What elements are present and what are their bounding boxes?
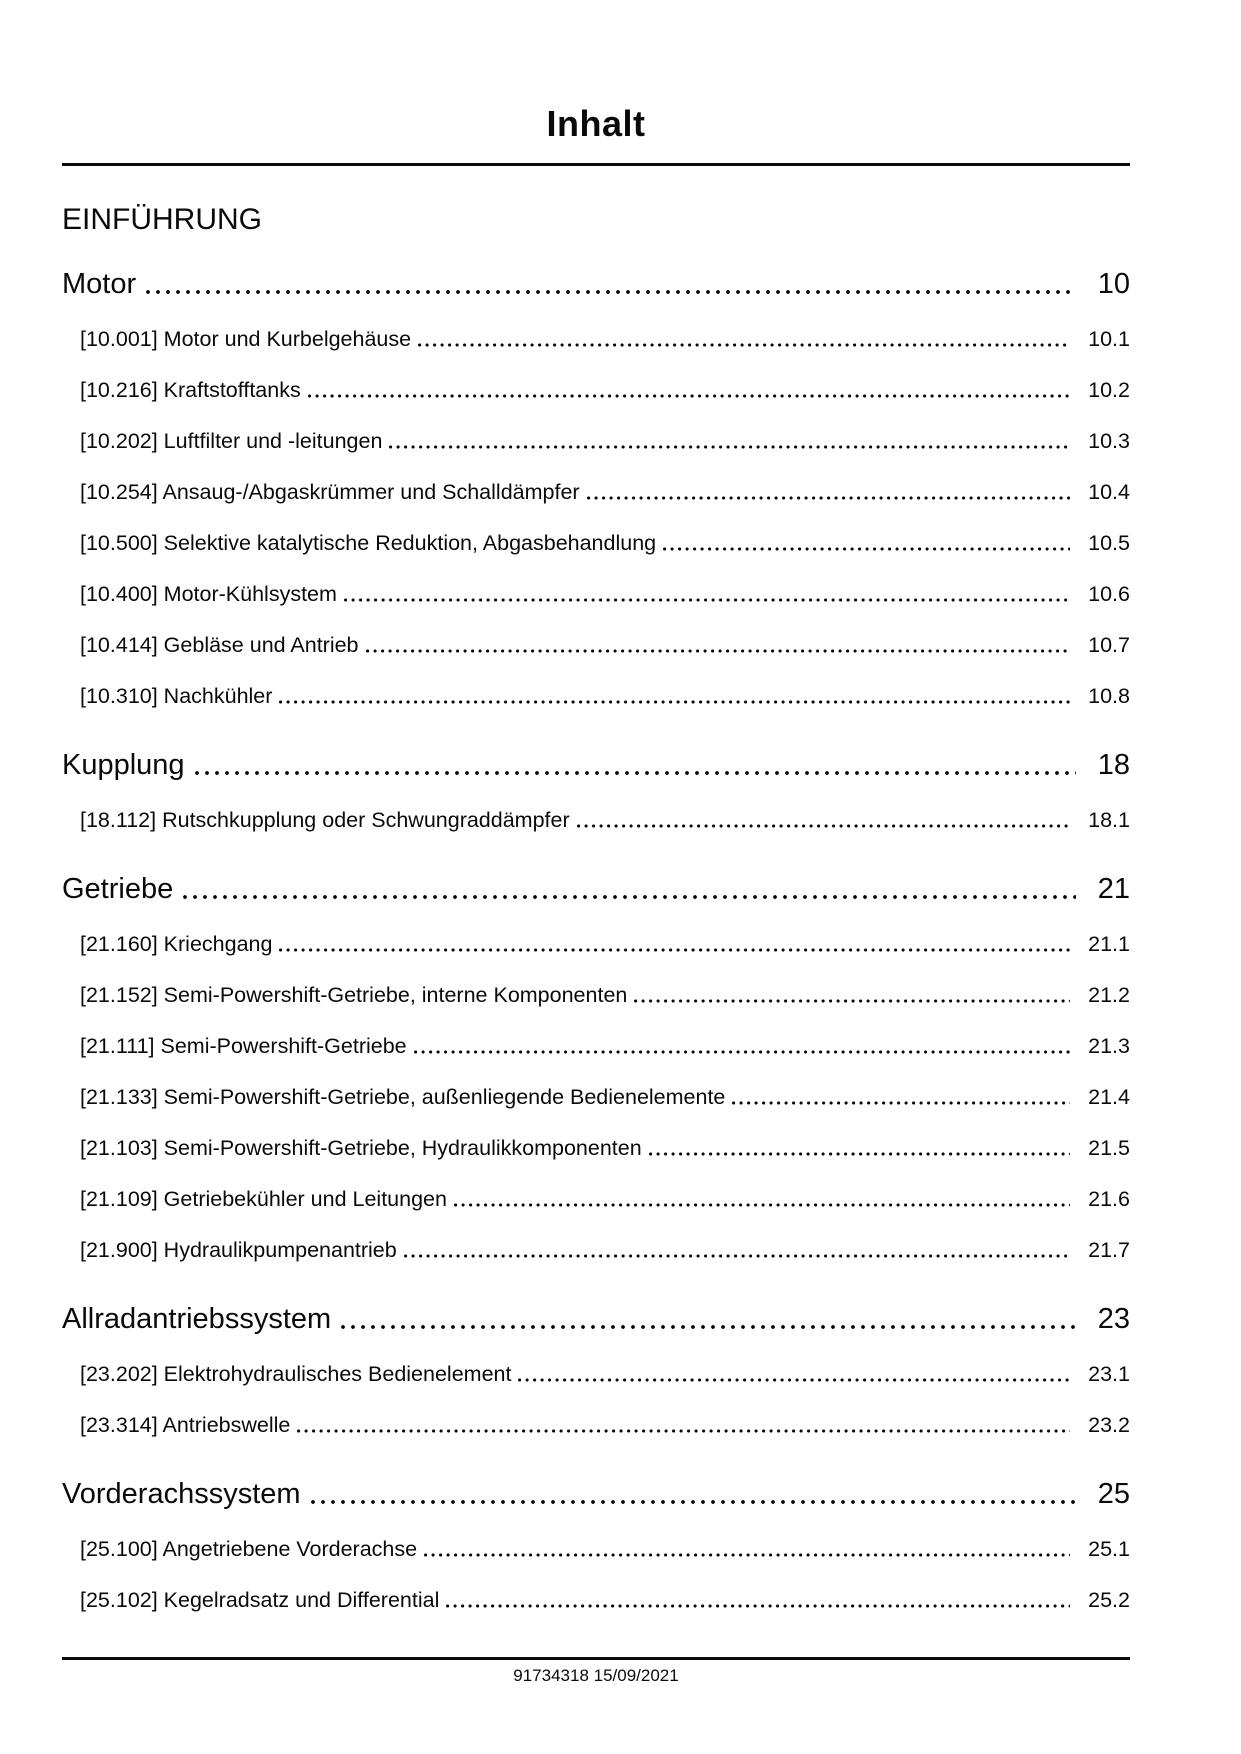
- dot-leader: [732, 1101, 1070, 1105]
- dot-leader: [308, 394, 1070, 398]
- toc-entry-label: [25.100] Angetriebene Vorderachse: [80, 1537, 418, 1561]
- dot-leader: [183, 895, 1076, 899]
- toc-page-number: 21.1: [1088, 932, 1130, 956]
- toc-entry-label: [21.109] Getriebekühler und Leitungen: [80, 1187, 447, 1211]
- toc-entry-label: [10.254] Ansaug-/Abgaskrümmer und Schalldämpfer: [80, 480, 580, 504]
- toc-section-row: [62, 268, 1130, 301]
- page-footer: [62, 1657, 1130, 1686]
- toc-entry-row: [62, 531, 1130, 556]
- dot-leader: [195, 771, 1076, 775]
- toc-page-number: 10.2: [1088, 378, 1130, 402]
- toc-section-label: Motor: [62, 268, 137, 300]
- toc-page-number: 21.7: [1088, 1238, 1130, 1262]
- dot-leader: [279, 700, 1070, 704]
- toc-section-label: Allradantriebssystem: [62, 1303, 332, 1335]
- toc-entry-label: [10.310] Nachkühler: [80, 684, 273, 708]
- dot-leader: [634, 999, 1070, 1003]
- toc-entry-row: [62, 1413, 1130, 1438]
- toc-page-number: 25: [1097, 1478, 1130, 1510]
- toc-entry-row: [62, 1085, 1130, 1110]
- toc-page-number: 23.1: [1088, 1362, 1130, 1386]
- toc-page-number: 21.3: [1088, 1034, 1130, 1058]
- toc-entry-label: [18.112] Rutschkupplung oder Schwungraddämpfer: [80, 808, 570, 832]
- toc-page-number: 21.6: [1088, 1187, 1130, 1211]
- toc-section-row: [62, 1478, 1130, 1511]
- toc-entry-row: [62, 983, 1130, 1008]
- toc-page-number: 21.4: [1088, 1085, 1130, 1109]
- toc-entry-row: [62, 480, 1130, 505]
- toc-entry-label: [10.414] Gebläse und Antrieb: [80, 633, 359, 657]
- dot-leader: [279, 948, 1070, 952]
- toc-entry-label: [21.152] Semi-Powershift-Getriebe, interne Komponenten: [80, 983, 628, 1007]
- toc-entry-row: [62, 327, 1130, 352]
- toc-page-number: 23.2: [1088, 1413, 1130, 1437]
- toc-entry-label: [10.202] Luftfilter und -leitungen: [80, 429, 383, 453]
- dot-leader: [454, 1203, 1070, 1207]
- dot-leader: [404, 1254, 1070, 1258]
- toc-entry-row: [62, 932, 1130, 957]
- toc-section-label: Kupplung: [62, 749, 185, 781]
- toc-page-number: 10.3: [1088, 429, 1130, 453]
- toc-entry-row: [62, 1136, 1130, 1161]
- toc-page-number: 18.1: [1088, 808, 1130, 832]
- toc-page-number: 10.1: [1088, 327, 1130, 351]
- toc-entry-row: [62, 1034, 1130, 1059]
- dot-leader: [344, 598, 1070, 602]
- toc-entry-row: [62, 1238, 1130, 1263]
- toc-list: [62, 268, 1130, 1613]
- toc-page-number: 21.5: [1088, 1136, 1130, 1160]
- toc-page-number: 21.2: [1088, 983, 1130, 1007]
- toc-page-number: 10: [1097, 268, 1130, 300]
- toc-entry-row: [62, 684, 1130, 709]
- toc-page-number: 10.4: [1088, 480, 1130, 504]
- toc-entry-row: [62, 808, 1130, 833]
- dot-leader: [577, 824, 1071, 828]
- toc-section-row: [62, 1303, 1130, 1336]
- toc-entry-row: [62, 1537, 1130, 1562]
- dot-leader: [418, 343, 1070, 347]
- toc-page-number: 10.7: [1088, 633, 1130, 657]
- dot-leader: [518, 1378, 1070, 1382]
- dot-leader: [389, 445, 1070, 449]
- toc-entry-label: [21.103] Semi-Powershift-Getriebe, Hydraulikkomponenten: [80, 1136, 642, 1160]
- dot-leader: [587, 496, 1071, 500]
- dot-leader: [297, 1429, 1070, 1433]
- dot-leader: [311, 1500, 1076, 1504]
- footer-rule: [62, 1657, 1130, 1660]
- dot-leader: [649, 1152, 1070, 1156]
- page-title: Inhalt: [546, 103, 646, 144]
- header-rule: [62, 163, 1130, 166]
- toc-entry-label: [10.216] Kraftstofftanks: [80, 378, 301, 402]
- toc-page-number: 23: [1097, 1303, 1130, 1335]
- toc-entry-label: [23.202] Elektrohydraulisches Bedienelement: [80, 1362, 512, 1386]
- toc-section-label: Getriebe: [62, 873, 174, 905]
- toc-entry-row: [62, 1362, 1130, 1387]
- toc-entry-label: [25.102] Kegelradsatz und Differential: [80, 1588, 440, 1612]
- toc-entry-label: [10.400] Motor-Kühlsystem: [80, 582, 337, 606]
- dot-leader: [146, 290, 1076, 294]
- toc-section-label: Vorderachssystem: [62, 1478, 301, 1510]
- toc-page-number: 25.2: [1088, 1588, 1130, 1612]
- dot-leader: [366, 649, 1071, 653]
- toc-page-number: 21: [1097, 873, 1130, 905]
- toc-entry-row: [62, 1588, 1130, 1613]
- toc-entry-row: [62, 633, 1130, 658]
- toc-entry-label: [21.133] Semi-Powershift-Getriebe, außenliegende Bedienelemente: [80, 1085, 726, 1109]
- dot-leader: [414, 1050, 1071, 1054]
- intro-heading: EINFÜHRUNG: [62, 203, 262, 236]
- toc-section-row: [62, 749, 1130, 782]
- toc-entry-label: [21.160] Kriechgang: [80, 932, 273, 956]
- dot-leader: [663, 547, 1070, 551]
- toc-entry-row: [62, 1187, 1130, 1212]
- toc-entry-row: [62, 378, 1130, 403]
- dot-leader: [424, 1553, 1070, 1557]
- toc-entry-label: [10.001] Motor und Kurbelgehäuse: [80, 327, 412, 351]
- toc-section-row: [62, 873, 1130, 906]
- toc-entry-label: [21.900] Hydraulikpumpenantrieb: [80, 1238, 397, 1262]
- toc-entry-row: [62, 582, 1130, 607]
- toc-page-number: 10.5: [1088, 531, 1130, 555]
- dot-leader: [446, 1604, 1070, 1608]
- toc-entry-label: [21.111] Semi-Powershift-Getriebe: [80, 1034, 407, 1058]
- dot-leader: [341, 1325, 1076, 1329]
- toc-page-number: 10.8: [1088, 684, 1130, 708]
- footer-text: 91734318 15/09/2021: [513, 1666, 679, 1685]
- toc-page-number: 25.1: [1088, 1537, 1130, 1561]
- toc-entry-row: [62, 429, 1130, 454]
- toc-entry-label: [23.314] Antriebswelle: [80, 1413, 291, 1437]
- toc-entry-label: [10.500] Selektive katalytische Reduktion, Abgasbehandlung: [80, 531, 657, 555]
- toc-page-number: 10.6: [1088, 582, 1130, 606]
- toc-page-number: 18: [1097, 749, 1130, 781]
